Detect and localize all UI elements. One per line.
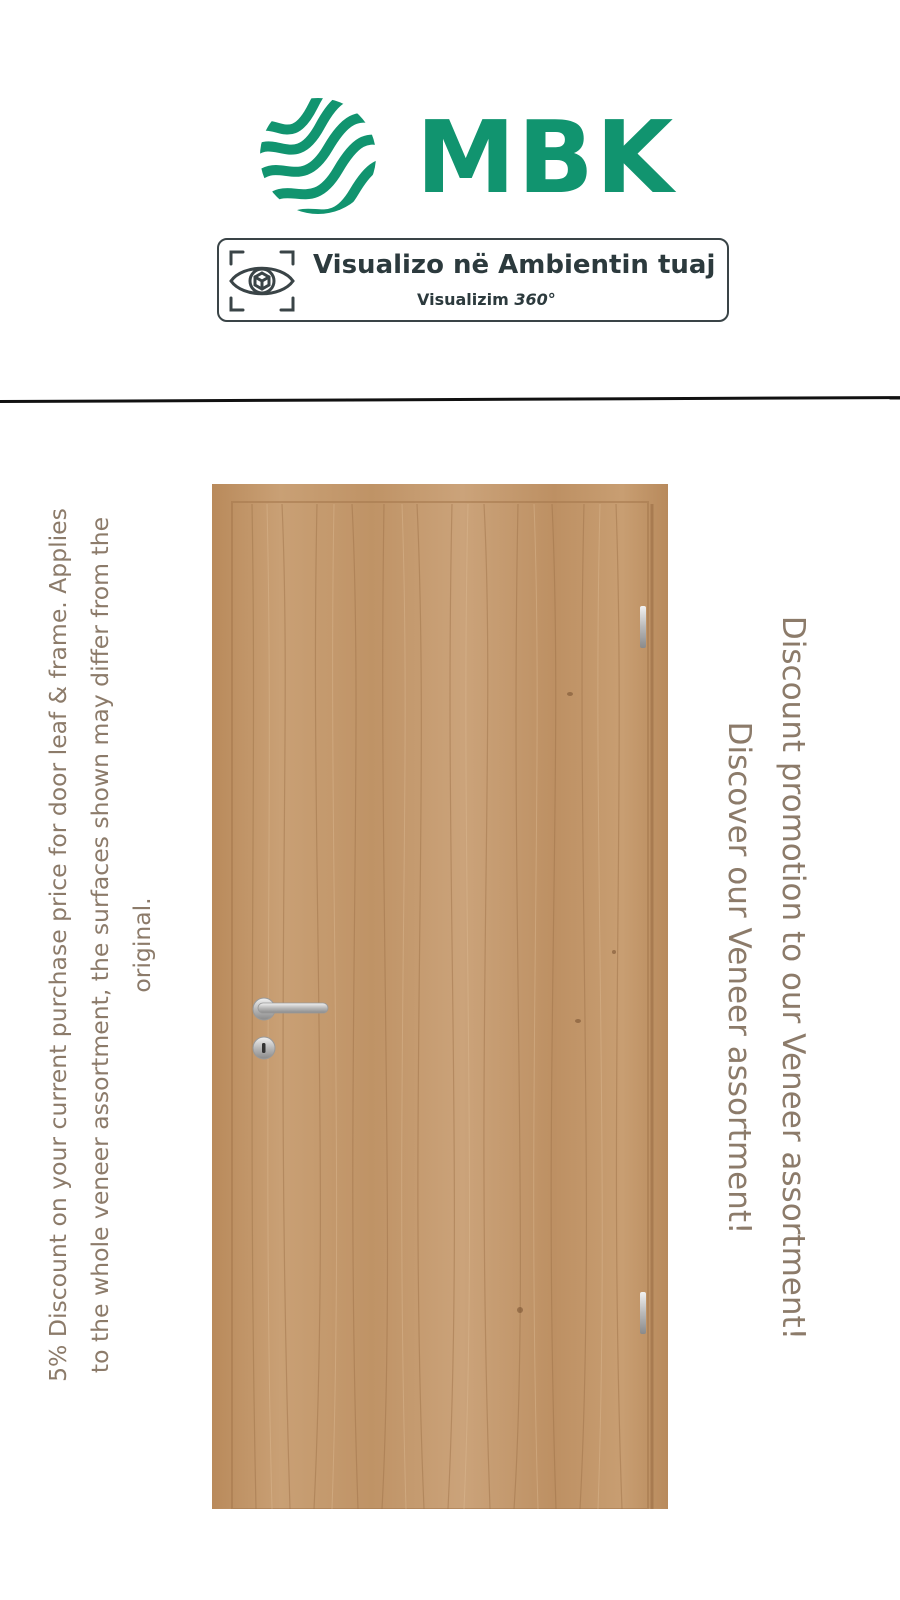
eye-3d-scan-icon [225, 244, 299, 318]
promo-right-text [712, 538, 820, 1418]
brand-name: MBK [416, 99, 676, 216]
door-illustration [212, 484, 668, 1509]
promo-right-line2: Discover our Veneer assortment! [721, 721, 757, 1235]
mbk-logo-icon [258, 96, 378, 216]
promo-left-text: 5% Discount on your current purchase price for door leaf & frame. Applies to the whole veneer assortment, the surfaces shown may differ from the original. [44, 508, 156, 1382]
visualize-subtitle [417, 290, 556, 309]
section-divider [0, 396, 900, 403]
visualize-subtitle-prefix: Visualizim [417, 290, 515, 309]
visualize-title: Visualizo në Ambientin tuaj [313, 250, 716, 280]
promo-right-line1: Discount promotion to our Veneer assortment! [775, 615, 811, 1341]
visualize-subtitle-360: 360° [514, 290, 556, 309]
visualize-360-button[interactable] [217, 238, 729, 322]
